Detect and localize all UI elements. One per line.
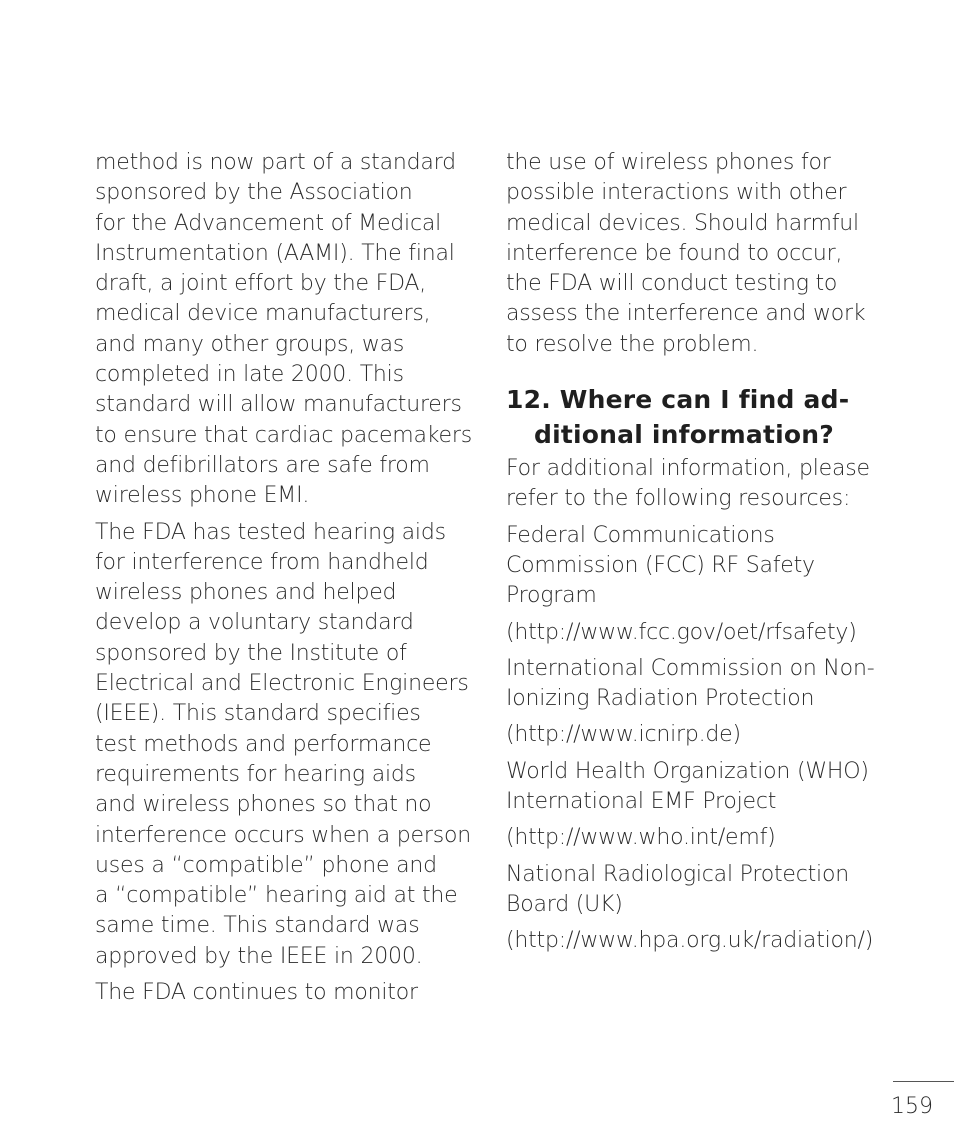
text-line: to ensure that cardiac pacemakers bbox=[95, 422, 472, 448]
text-line: standard will allow manufacturers bbox=[95, 392, 462, 418]
text-line: assess the interference and work bbox=[506, 301, 866, 327]
text-line: the use of wireless phones for bbox=[506, 150, 831, 175]
text-line: National Radiological Protection bbox=[506, 861, 849, 887]
text-line: medical device manufacturers, bbox=[95, 301, 431, 327]
text-line: Federal Communications bbox=[506, 522, 775, 548]
text-line: interference be found to occur, bbox=[506, 240, 843, 266]
text-line: World Health Organization (WHO) bbox=[506, 758, 869, 784]
paragraph-hearing-aids bbox=[95, 518, 487, 972]
text-line: method is now part of a standard bbox=[95, 150, 456, 175]
section-heading bbox=[506, 382, 906, 452]
text-line: the FDA will conduct testing to bbox=[506, 271, 838, 297]
text-line: Commission (FCC) RF Safety bbox=[506, 552, 815, 578]
text-line: completed in late 2000. This bbox=[95, 362, 404, 388]
url-text: (http://www.hpa.org.uk/radiation/) bbox=[506, 928, 874, 954]
resource-nrpb-url bbox=[506, 926, 906, 956]
text-line: and defibrillators are safe from bbox=[95, 452, 430, 478]
text-line: requirements for hearing aids bbox=[95, 761, 416, 787]
text-line: sponsored by the Institute of bbox=[95, 640, 407, 666]
text-line: same time. This standard was bbox=[95, 913, 420, 939]
page-number: 159 bbox=[891, 1094, 933, 1119]
resource-who-name bbox=[506, 757, 906, 818]
text-line: interference occurs when a person bbox=[95, 822, 471, 848]
text-line: refer to the following resources: bbox=[506, 486, 851, 512]
text-line: and wireless phones so that no bbox=[95, 792, 432, 818]
text-line: sponsored by the Association bbox=[95, 180, 413, 206]
right-column bbox=[506, 148, 906, 963]
url-text: (http://www.icnirp.de) bbox=[506, 722, 741, 748]
text-line: Program bbox=[506, 583, 597, 609]
text-line: wireless phone EMI. bbox=[95, 483, 310, 509]
resource-fcc-name bbox=[506, 521, 906, 612]
text-line: The FDA has tested hearing aids bbox=[95, 519, 446, 545]
url-text: (http://www.fcc.gov/oet/rfsafety) bbox=[506, 619, 857, 645]
paragraph-intro bbox=[506, 454, 906, 515]
text-line: International EMF Project bbox=[506, 789, 777, 815]
footer-divider bbox=[893, 1081, 954, 1082]
resource-fcc-url bbox=[506, 618, 906, 648]
text-line: Ionizing Radiation Protection bbox=[506, 686, 815, 712]
text-line: a “compatible” hearing aid at the bbox=[95, 883, 458, 909]
resource-nrpb-name bbox=[506, 860, 906, 921]
url-text: (http://www.who.int/emf) bbox=[506, 825, 776, 851]
text-line: to resolve the problem. bbox=[506, 331, 759, 357]
text-line: Instrumentation (AAMI). The final bbox=[95, 240, 455, 266]
text-line: (IEEE). This standard specifies bbox=[95, 701, 421, 727]
text-line: The FDA continues to monitor bbox=[95, 980, 418, 1006]
heading-line: ditional information? bbox=[534, 420, 834, 450]
text-line: uses a “compatible” phone and bbox=[95, 852, 437, 878]
paragraph-fda-continued bbox=[506, 148, 906, 360]
resource-icnirp-name bbox=[506, 654, 906, 715]
text-line: medical devices. Should harmful bbox=[506, 210, 859, 236]
paragraph-fda-monitor bbox=[95, 978, 487, 1008]
text-line: for the Advancement of Medical bbox=[95, 210, 442, 236]
text-line: possible interactions with other bbox=[506, 180, 847, 206]
text-line: and many other groups, was bbox=[95, 331, 405, 357]
resource-who-url bbox=[506, 823, 906, 853]
text-line: for interference from handheld bbox=[95, 549, 429, 575]
left-column bbox=[95, 148, 487, 1014]
text-line: Electrical and Electronic Engineers bbox=[95, 671, 469, 697]
text-line: International Commission on Non- bbox=[506, 655, 875, 681]
paragraph-aami-standard bbox=[95, 148, 487, 512]
heading-line: 12. Where can I find ad- bbox=[506, 385, 850, 415]
text-line: approved by the IEEE in 2000. bbox=[95, 943, 423, 969]
text-line: wireless phones and helped bbox=[95, 580, 397, 606]
text-line: test methods and performance bbox=[95, 731, 432, 757]
text-line: For additional information, please bbox=[506, 456, 870, 482]
text-line: Board (UK) bbox=[506, 891, 623, 917]
resource-icnirp-url bbox=[506, 720, 906, 750]
text-line: draft, a joint effort by the FDA, bbox=[95, 271, 427, 297]
text-line: develop a voluntary standard bbox=[95, 610, 414, 636]
